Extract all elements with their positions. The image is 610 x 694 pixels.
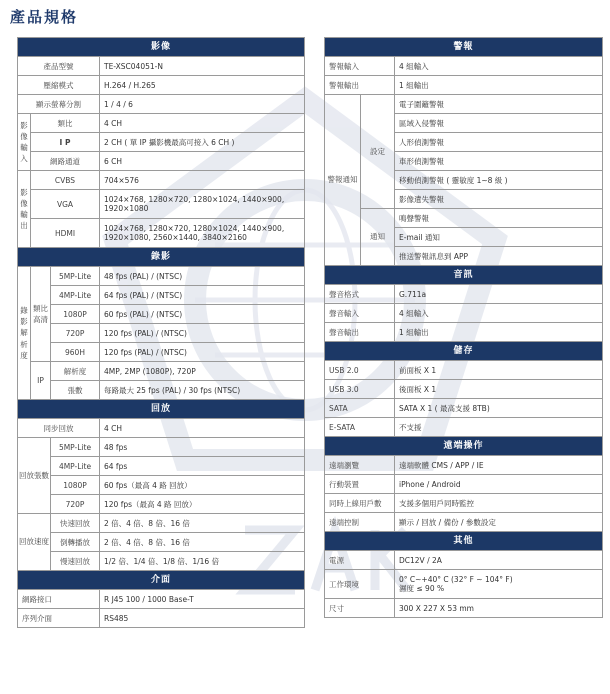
play-4mp-value: 64 fps — [100, 457, 305, 476]
ip-fps-value: 每路最大 25 fps (PAL) / 30 fps (NTSC) — [100, 381, 305, 400]
cvbs-value: 704×576 — [100, 171, 305, 190]
remote-browse-label: 遠端瀏覽 — [325, 456, 395, 475]
esata-label: E-SATA — [325, 418, 395, 437]
notice-item: 推送警報訊息到 APP — [395, 247, 603, 266]
audio-format-label: 聲音格式 — [325, 285, 395, 304]
rec-4mp-value: 64 fps (PAL) / (NTSC) — [100, 286, 305, 305]
remote-browse-value: 遠端軟體 CMS / APP / IE — [395, 456, 603, 475]
alarm-item: 移動偵測警報 ( 靈敏度 1~8 級 ) — [395, 171, 603, 190]
sync-play-value: 4 CH — [100, 419, 305, 438]
rewind-label: 倒轉播放 — [51, 533, 100, 552]
section-storage: 儲存 — [325, 342, 603, 361]
rec-4mp-label: 4MP-Lite — [51, 286, 100, 305]
slow-play-label: 慢速回放 — [51, 552, 100, 571]
section-alarm: 警報 — [325, 38, 603, 57]
ip-value: 2 CH ( 單 IP 攝影機最高可接入 6 CH ) — [100, 133, 305, 152]
section-interface: 介面 — [18, 571, 305, 590]
environment-value — [395, 570, 603, 599]
mobile-label: 行動裝置 — [325, 475, 395, 494]
compress-label: 壓縮模式 — [18, 76, 100, 95]
hdmi-label: HDMI — [31, 219, 100, 248]
usb3-value: 後面板 X 1 — [395, 380, 603, 399]
section-remote: 遠端操作 — [325, 437, 603, 456]
record-res-group: 錄影解析度 — [18, 267, 31, 400]
environment-label: 工作環境 — [325, 570, 395, 599]
fast-play-label: 快速回放 — [51, 514, 100, 533]
sata-label: SATA — [325, 399, 395, 418]
env-humidity: 濕度 ≤ 90 % — [399, 584, 445, 593]
env-temperature: 0° C~+40° C (32° F ~ 104° F) — [399, 575, 513, 584]
fast-play-value: 2 倍、4 倍、8 倍、16 倍 — [100, 514, 305, 533]
section-audio: 音訊 — [325, 266, 603, 285]
page-title: 產品規格 — [10, 8, 79, 26]
audio-in-label: 聲音輸入 — [325, 304, 395, 323]
alarm-out-value: 1 組輸出 — [395, 76, 603, 95]
users-value: 支援多個用戶同時監控 — [395, 494, 603, 513]
playback-speed-group: 回放速度 — [18, 514, 51, 571]
spec-table-left — [17, 37, 305, 628]
rec-960h-value: 120 fps (PAL) / (NTSC) — [100, 343, 305, 362]
ip-res-label: 解析度 — [51, 362, 100, 381]
compress-value: H.264 / H.265 — [100, 76, 305, 95]
sync-play-label: 同步回放 — [18, 419, 100, 438]
split-value: 1 / 4 / 6 — [100, 95, 305, 114]
play-720p-value: 120 fps（最高 4 路 回放） — [100, 495, 305, 514]
alarm-in-value: 4 組輸入 — [395, 57, 603, 76]
audio-in-value: 4 組輸入 — [395, 304, 603, 323]
playback-fps-group: 回放張數 — [18, 438, 51, 514]
alarm-item: 區域入侵警報 — [395, 114, 603, 133]
lan-value: R J45 100 / 1000 Base-T — [100, 590, 305, 609]
video-output-group: 影像輸出 — [18, 171, 31, 248]
section-record: 錄影 — [18, 248, 305, 267]
analog-label: 類比 — [31, 114, 100, 133]
alarm-out-label: 警報輸出 — [325, 76, 395, 95]
spec-table-right — [324, 37, 603, 618]
section-video: 影像 — [18, 38, 305, 57]
vga-label: VGA — [31, 190, 100, 219]
alarm-setting-group: 設定 — [361, 95, 395, 209]
slow-play-value: 1/2 倍、1/4 倍、1/8 倍、1/16 倍 — [100, 552, 305, 571]
alarm-item: 影像遺失警報 — [395, 190, 603, 209]
audio-format-value: G.711a — [395, 285, 603, 304]
model-value: TE-XSC04051-N — [100, 57, 305, 76]
net-channel-value: 6 CH — [100, 152, 305, 171]
users-label: 同時上線用戶數 — [325, 494, 395, 513]
rec-720p-value: 120 fps (PAL) / (NTSC) — [100, 324, 305, 343]
remote-control-value: 顯示 / 回放 / 備份 / 參數設定 — [395, 513, 603, 532]
play-1080p-label: 1080P — [51, 476, 100, 495]
model-label: 產品型號 — [18, 57, 100, 76]
rec-5mp-value: 48 fps (PAL) / (NTSC) — [100, 267, 305, 286]
rec-960h-label: 960H — [51, 343, 100, 362]
serial-value: RS485 — [100, 609, 305, 628]
rec-5mp-label: 5MP-Lite — [51, 267, 100, 286]
vga-value: 1024×768, 1280×720, 1280×1024, 1440×900, 1920×1080 — [100, 190, 305, 219]
alarm-item: 電子圍籬警報 — [395, 95, 603, 114]
ip-fps-label: 張數 — [51, 381, 100, 400]
video-input-group: 影像輸入 — [18, 114, 31, 171]
remote-control-label: 遠端控制 — [325, 513, 395, 532]
section-playback: 回放 — [18, 400, 305, 419]
play-720p-label: 720P — [51, 495, 100, 514]
play-1080p-value: 60 fps（最高 4 路 回放） — [100, 476, 305, 495]
power-value: DC12V / 2A — [395, 551, 603, 570]
sata-value: SATA X 1 ( 最高支援 8TB) — [395, 399, 603, 418]
usb2-label: USB 2.0 — [325, 361, 395, 380]
ip-label: I P — [31, 133, 100, 152]
section-other: 其他 — [325, 532, 603, 551]
play-4mp-label: 4MP-Lite — [51, 457, 100, 476]
lan-label: 網路接口 — [18, 590, 100, 609]
ip-group: IP — [31, 362, 51, 400]
hdmi-value: 1024×768, 1280×720, 1280×1024, 1440×900, 1920×1080, 2560×1440, 3840×2160 — [100, 219, 305, 248]
analog-hd-group: 類比高清 — [31, 267, 51, 362]
split-label: 顯示螢幕分割 — [18, 95, 100, 114]
mobile-value: iPhone / Android — [395, 475, 603, 494]
rec-1080p-label: 1080P — [51, 305, 100, 324]
audio-out-value: 1 組輸出 — [395, 323, 603, 342]
alarm-notify-group: 警報通知 — [325, 95, 361, 266]
alarm-item: 人形偵測警報 — [395, 133, 603, 152]
usb3-label: USB 3.0 — [325, 380, 395, 399]
audio-out-label: 聲音輸出 — [325, 323, 395, 342]
notice-item: E-mail 通知 — [395, 228, 603, 247]
play-5mp-value: 48 fps — [100, 438, 305, 457]
alarm-in-label: 警報輸入 — [325, 57, 395, 76]
rec-720p-label: 720P — [51, 324, 100, 343]
power-label: 電源 — [325, 551, 395, 570]
notice-item: 鳴聲警報 — [395, 209, 603, 228]
rec-1080p-value: 60 fps (PAL) / (NTSC) — [100, 305, 305, 324]
usb2-value: 前面板 X 1 — [395, 361, 603, 380]
size-value: 300 X 227 X 53 mm — [395, 599, 603, 618]
alarm-item: 車形偵測警報 — [395, 152, 603, 171]
notice-group: 通知 — [361, 209, 395, 266]
ip-res-value: 4MP, 2MP (1080P), 720P — [100, 362, 305, 381]
esata-value: 不支援 — [395, 418, 603, 437]
size-label: 尺寸 — [325, 599, 395, 618]
serial-label: 序列介面 — [18, 609, 100, 628]
net-channel-label: 網路通道 — [31, 152, 100, 171]
cvbs-label: CVBS — [31, 171, 100, 190]
play-5mp-label: 5MP-Lite — [51, 438, 100, 457]
rewind-value: 2 倍、4 倍、8 倍、16 倍 — [100, 533, 305, 552]
analog-value: 4 CH — [100, 114, 305, 133]
